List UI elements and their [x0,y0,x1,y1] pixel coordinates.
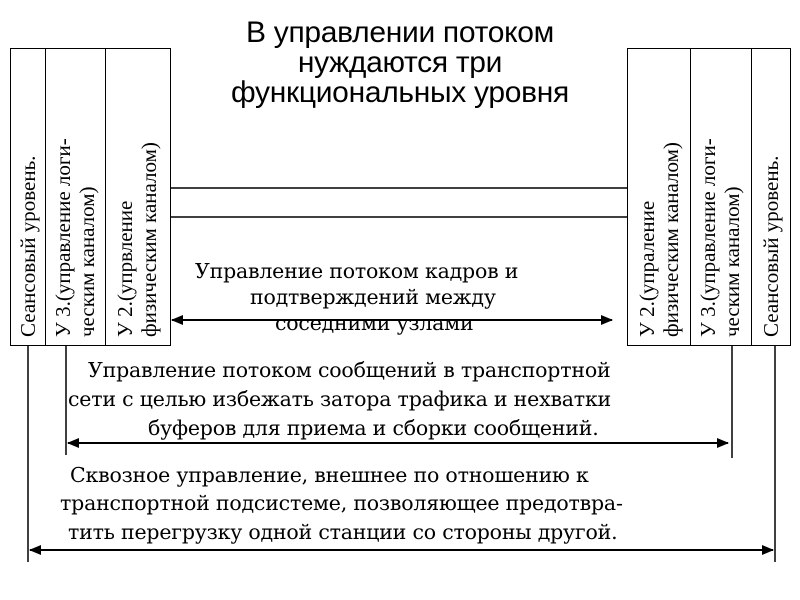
right-level2-label-line1: У 2.(упраление [635,200,659,337]
left-level3-label-line2: ческим каналом) [75,186,99,337]
title-line: нуждаются три [297,46,503,79]
right-level3-box [690,48,753,346]
right-level2-label-line2: физическим каналом) [659,142,683,337]
end-to-end-caption-line2: транспортной подсистеме, позволяющее предотвра- [60,491,623,515]
right-level2-box [627,48,692,346]
messages-caption-line1: Управление потоком сообщений в транспортной [88,358,611,382]
left-session-label: Сеансовый уровень. [16,155,40,337]
title-line: В управлении потоком [246,16,554,49]
messages-caption-line3: буферов для приема и сборки сообщений. [148,416,599,440]
right-level3-label-line1: У 3.(управление логи- [696,138,720,337]
left-level2-label-line1: У 2.(упрвление [113,200,137,337]
left-session-box [10,48,47,346]
end-to-end-caption-line3: тить перегрузку одной станции со стороны другой. [68,520,618,544]
right-session-box [751,48,791,346]
frames-caption-line1: Управление потоком кадров и [195,259,519,283]
title-line: функциональных уровня [231,76,569,109]
left-level3-box [45,48,107,346]
right-level3-label-line2: ческим каналом) [720,186,744,337]
messages-caption-line2: сети с целью избежать затора трафика и нехватки [68,387,612,411]
right-session-label: Сеансовый уровень. [759,155,783,337]
end-to-end-caption-line1: Сквозное управление, внешнее по отношению к [70,463,589,487]
left-level2-label-line2: физическим каналом) [137,142,161,337]
frames-caption-line2: подтверждений между [250,285,496,309]
left-level3-label-line1: У 3.(управление логи- [51,138,75,337]
left-level2-box [105,48,171,346]
frames-caption-line3: соседними узлами [275,311,474,335]
